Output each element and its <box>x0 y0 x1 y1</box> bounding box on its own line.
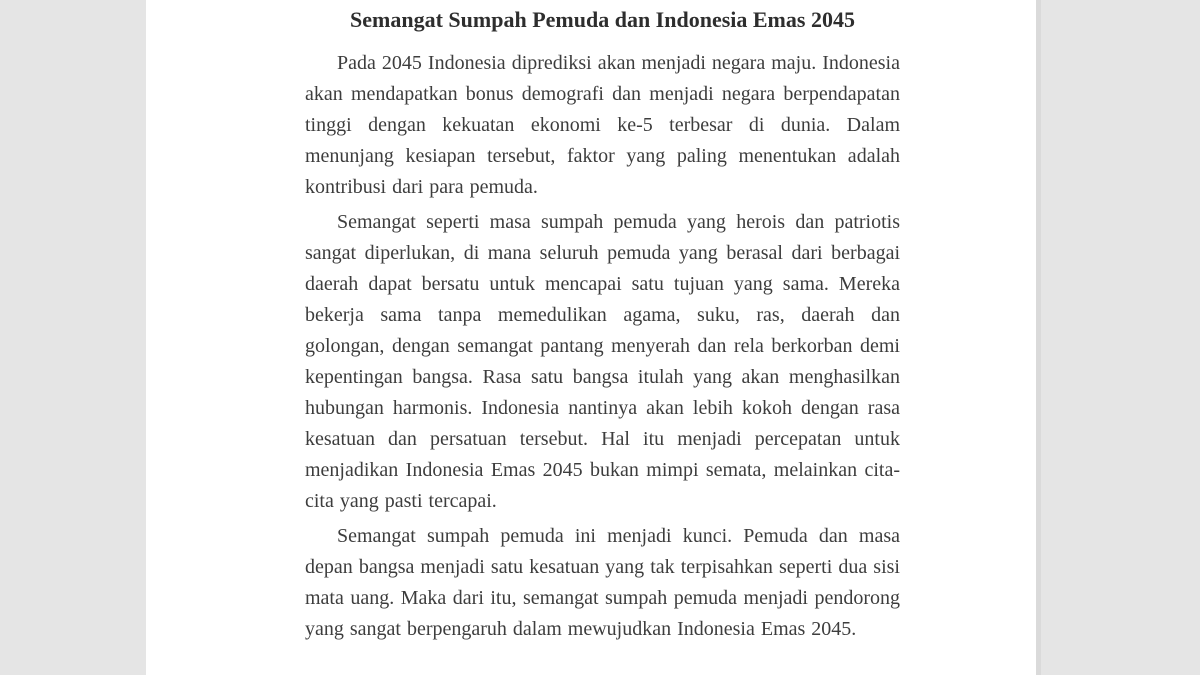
article-paragraph-1: Pada 2045 Indonesia diprediksi akan menjadi negara maju. Indonesia akan mendapatkan bonus demografi dan menjadi negara berpendapatan tinggi dengan kekuatan ekonomi ke-5 terbesar di dunia. Dalam menunjang kesiapan tersebut, faktor yang paling menentukan adalah kontribusi dari para pemuda. <box>305 52 900 198</box>
article-title: Semangat Sumpah Pemuda dan Indonesia Emas 2045 <box>350 7 855 32</box>
left-gutter <box>0 0 146 675</box>
right-gutter <box>1036 0 1200 675</box>
article-paragraph-2: Semangat seperti masa sumpah pemuda yang herois dan patriotis sangat diperlukan, di mana seluruh pemuda yang berasal dari berbagai daerah dapat bersatu untuk mencapai satu tujuan yang sama. Mereka bekerja sama tanpa memedulikan agama, suku, ras, daerah dan golongan, dengan semangat pantang menyerah dan rela berkorban demi kepentingan bangsa. Rasa satu bangsa itulah yang akan menghasilkan hubungan harmonis. Indonesia nantinya akan lebih kokoh dengan rasa kesatuan dan persatuan tersebut. Hal itu menjadi percepatan untuk menjadikan Indonesia Emas 2045 bukan mimpi semata, melainkan cita-cita yang pasti tercapai. <box>305 211 900 512</box>
document-page <box>146 0 1036 675</box>
article <box>305 5 900 649</box>
article-paragraph-3: Semangat sumpah pemuda ini menjadi kunci. Pemuda dan masa depan bangsa menjadi satu kesatuan yang tak terpisahkan seperti dua sisi mata uang. Maka dari itu, semangat sumpah pemuda menjadi pendorong yang sangat berpengaruh dalam mewujudkan Indonesia Emas 2045. <box>305 525 900 640</box>
